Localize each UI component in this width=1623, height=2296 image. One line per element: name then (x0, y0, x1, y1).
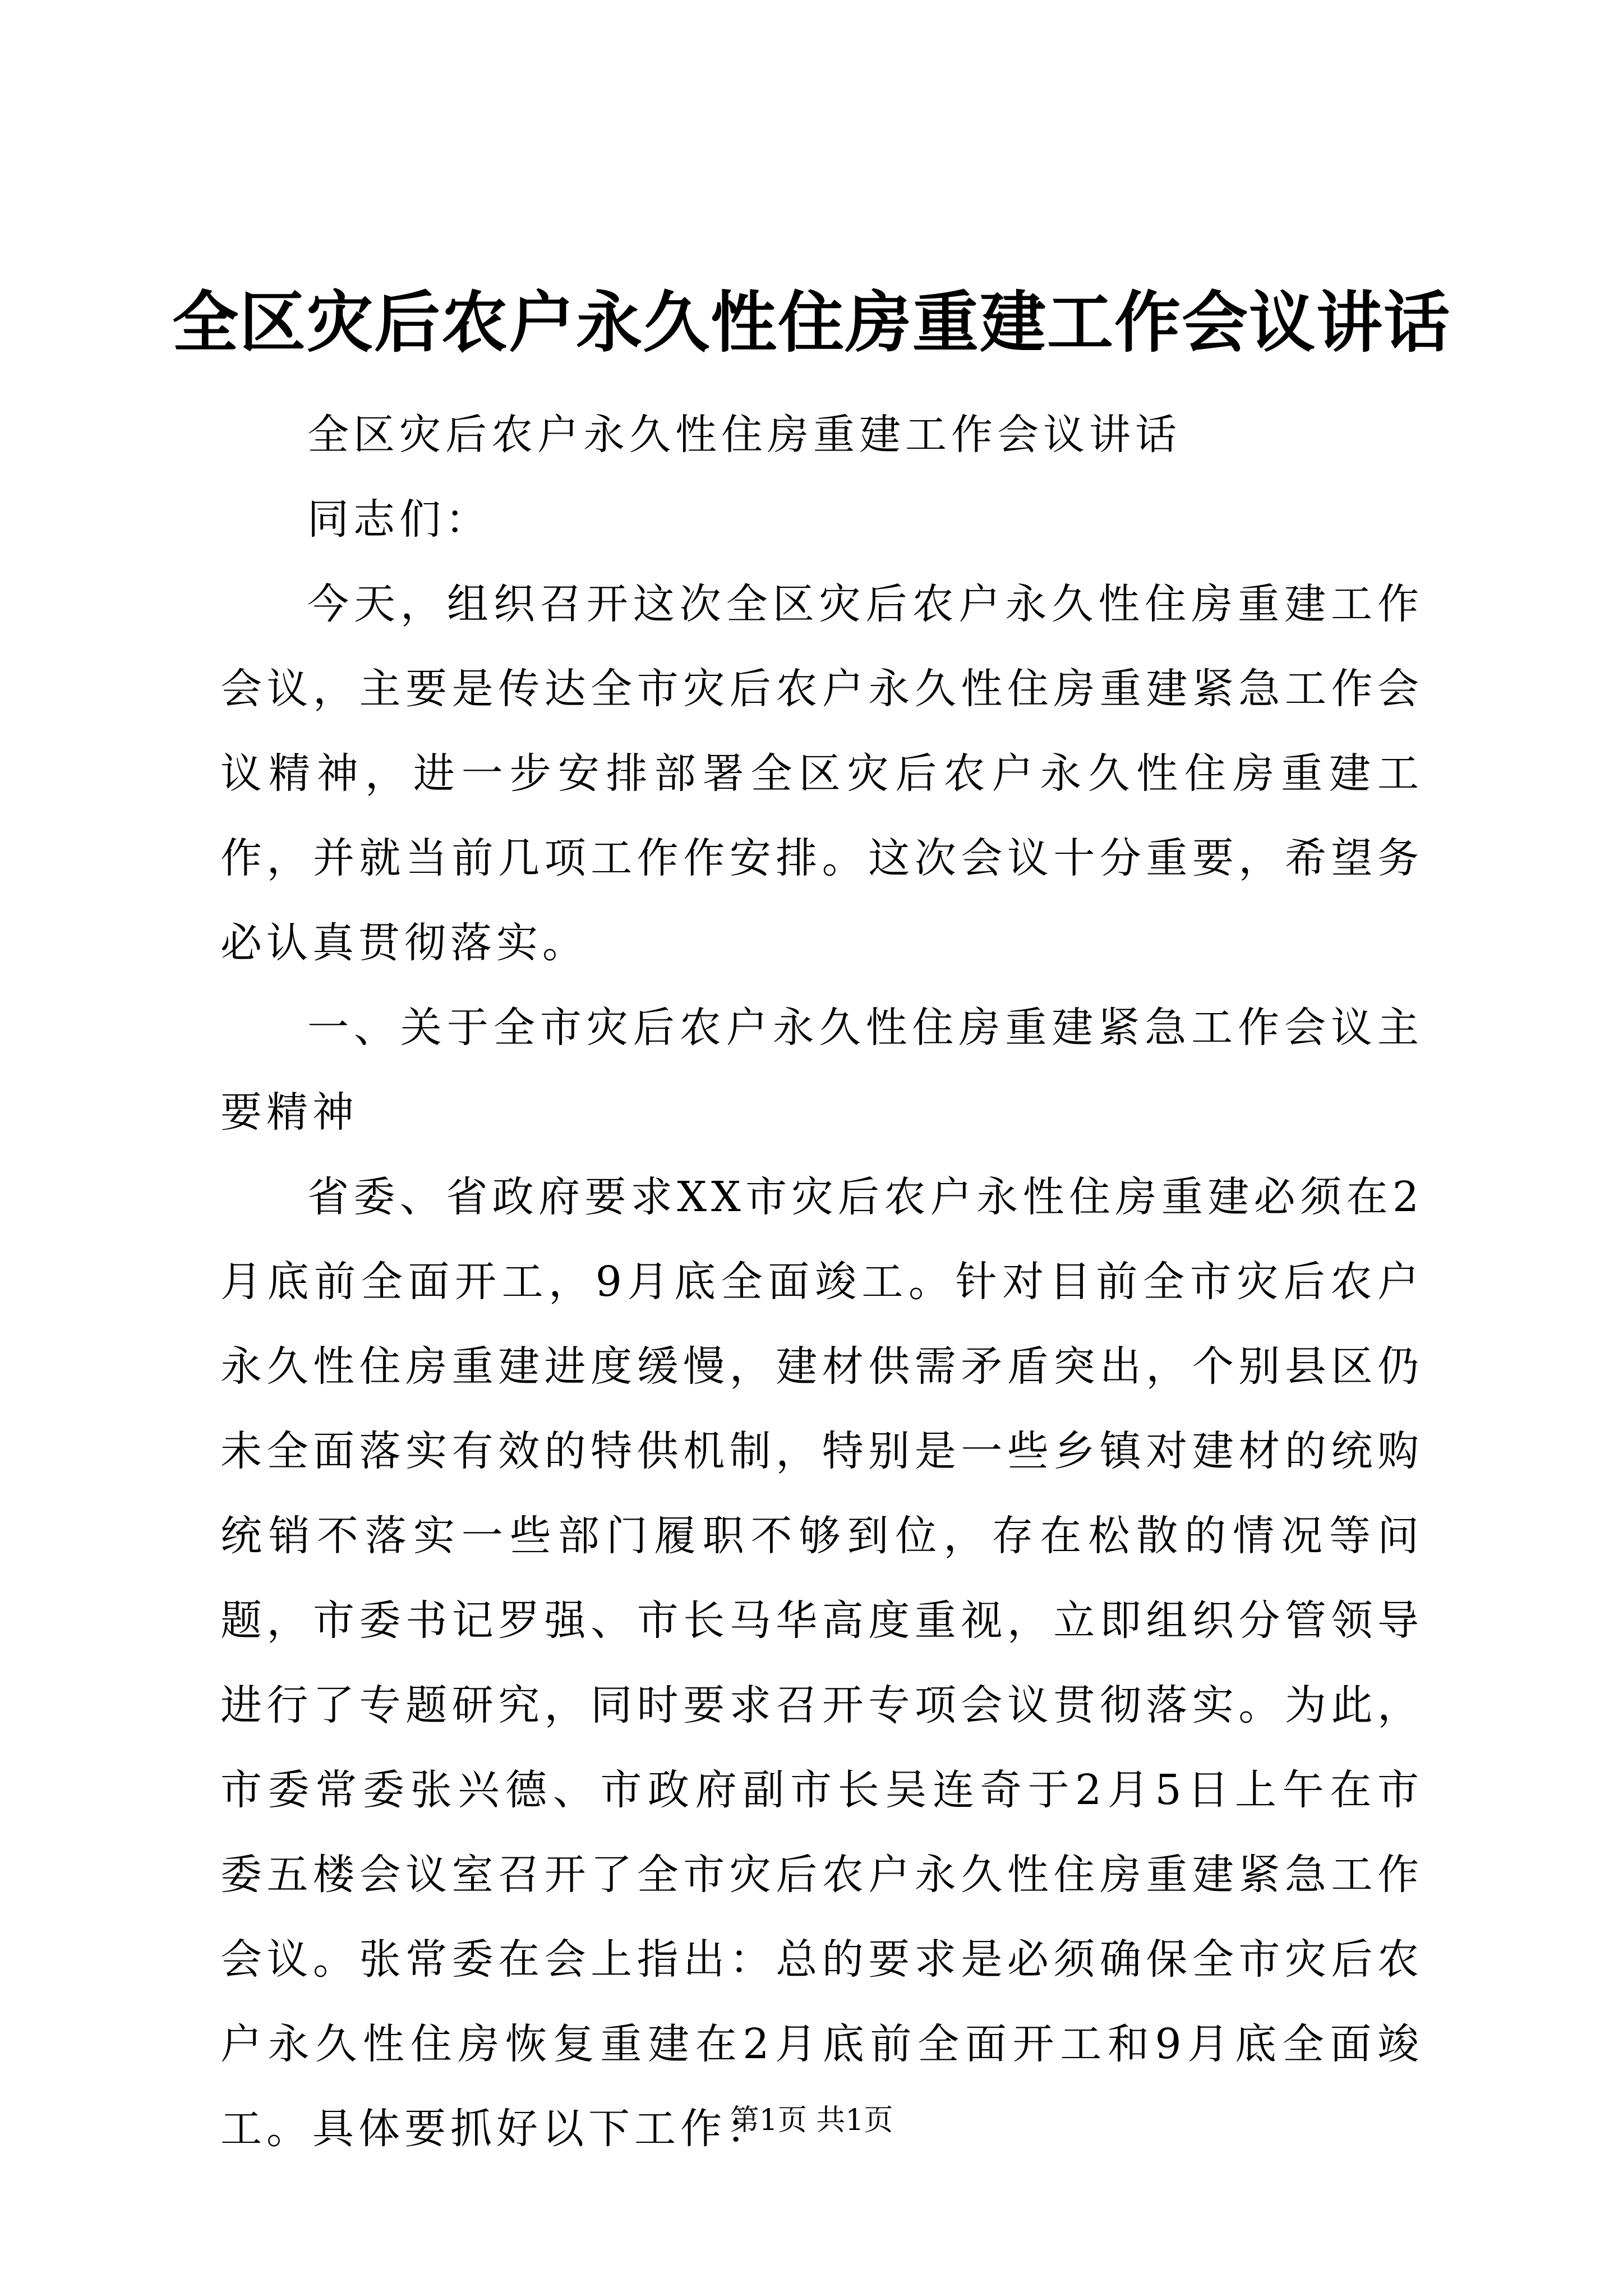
document-title: 全区灾后农户永久性住房重建工作会议讲话 (172, 283, 1451, 361)
section-heading: 一、关于全市灾后农户永久性住房重建紧急工作会议主要精神 (220, 1004, 1423, 1137)
paragraph-intro: 今天，组织召开这次全区灾后农户永久性住房重建工作会议，主要是传达全市灾后农户永久性住房重建紧急工作会议精神，进一步安排部署全区灾后农户永久性住房重建工作，并就当前几项工作作安排。这次会议十分重要，希望务必认真贯彻落实。 (220, 580, 1423, 967)
paragraph-meeting-summary: 省委、省政府要求XX市灾后农户永性住房重建必须在2月底前全面开工，9月底全面竣工。针对目前全市灾后农户永久性住房重建进度缓慢，建材供需矛盾突出，个别县区仍未全面落实有效的特供机制，特别是一些乡镇对建材的统购统销不落实一些部门履职不够到位，存在松散的情况等问题，市委书记罗强、市长马华高度重视，立即组织分管领导进行了专题研究，同时要求召开专项会议贯彻落实。为此，市委常委张兴德、市政府副市长吴连奇于2月5日上午在市委五楼会议室召开了全市灾后农户永久性住房重建紧急工作会议。张常委在会上指出：总的要求是必须确保全市灾后农户永久性住房恢复重建在2月底前全面开工和9月底全面竣工。具体要抓好以下工作： (220, 1173, 1423, 2153)
document-subtitle: 全区灾后农户永久性住房重建工作会议讲话 (307, 411, 1181, 459)
greeting: 同志们： (307, 495, 491, 544)
document-body (220, 393, 1423, 2171)
page-footer: 第1页 共1页 (730, 2104, 893, 2137)
